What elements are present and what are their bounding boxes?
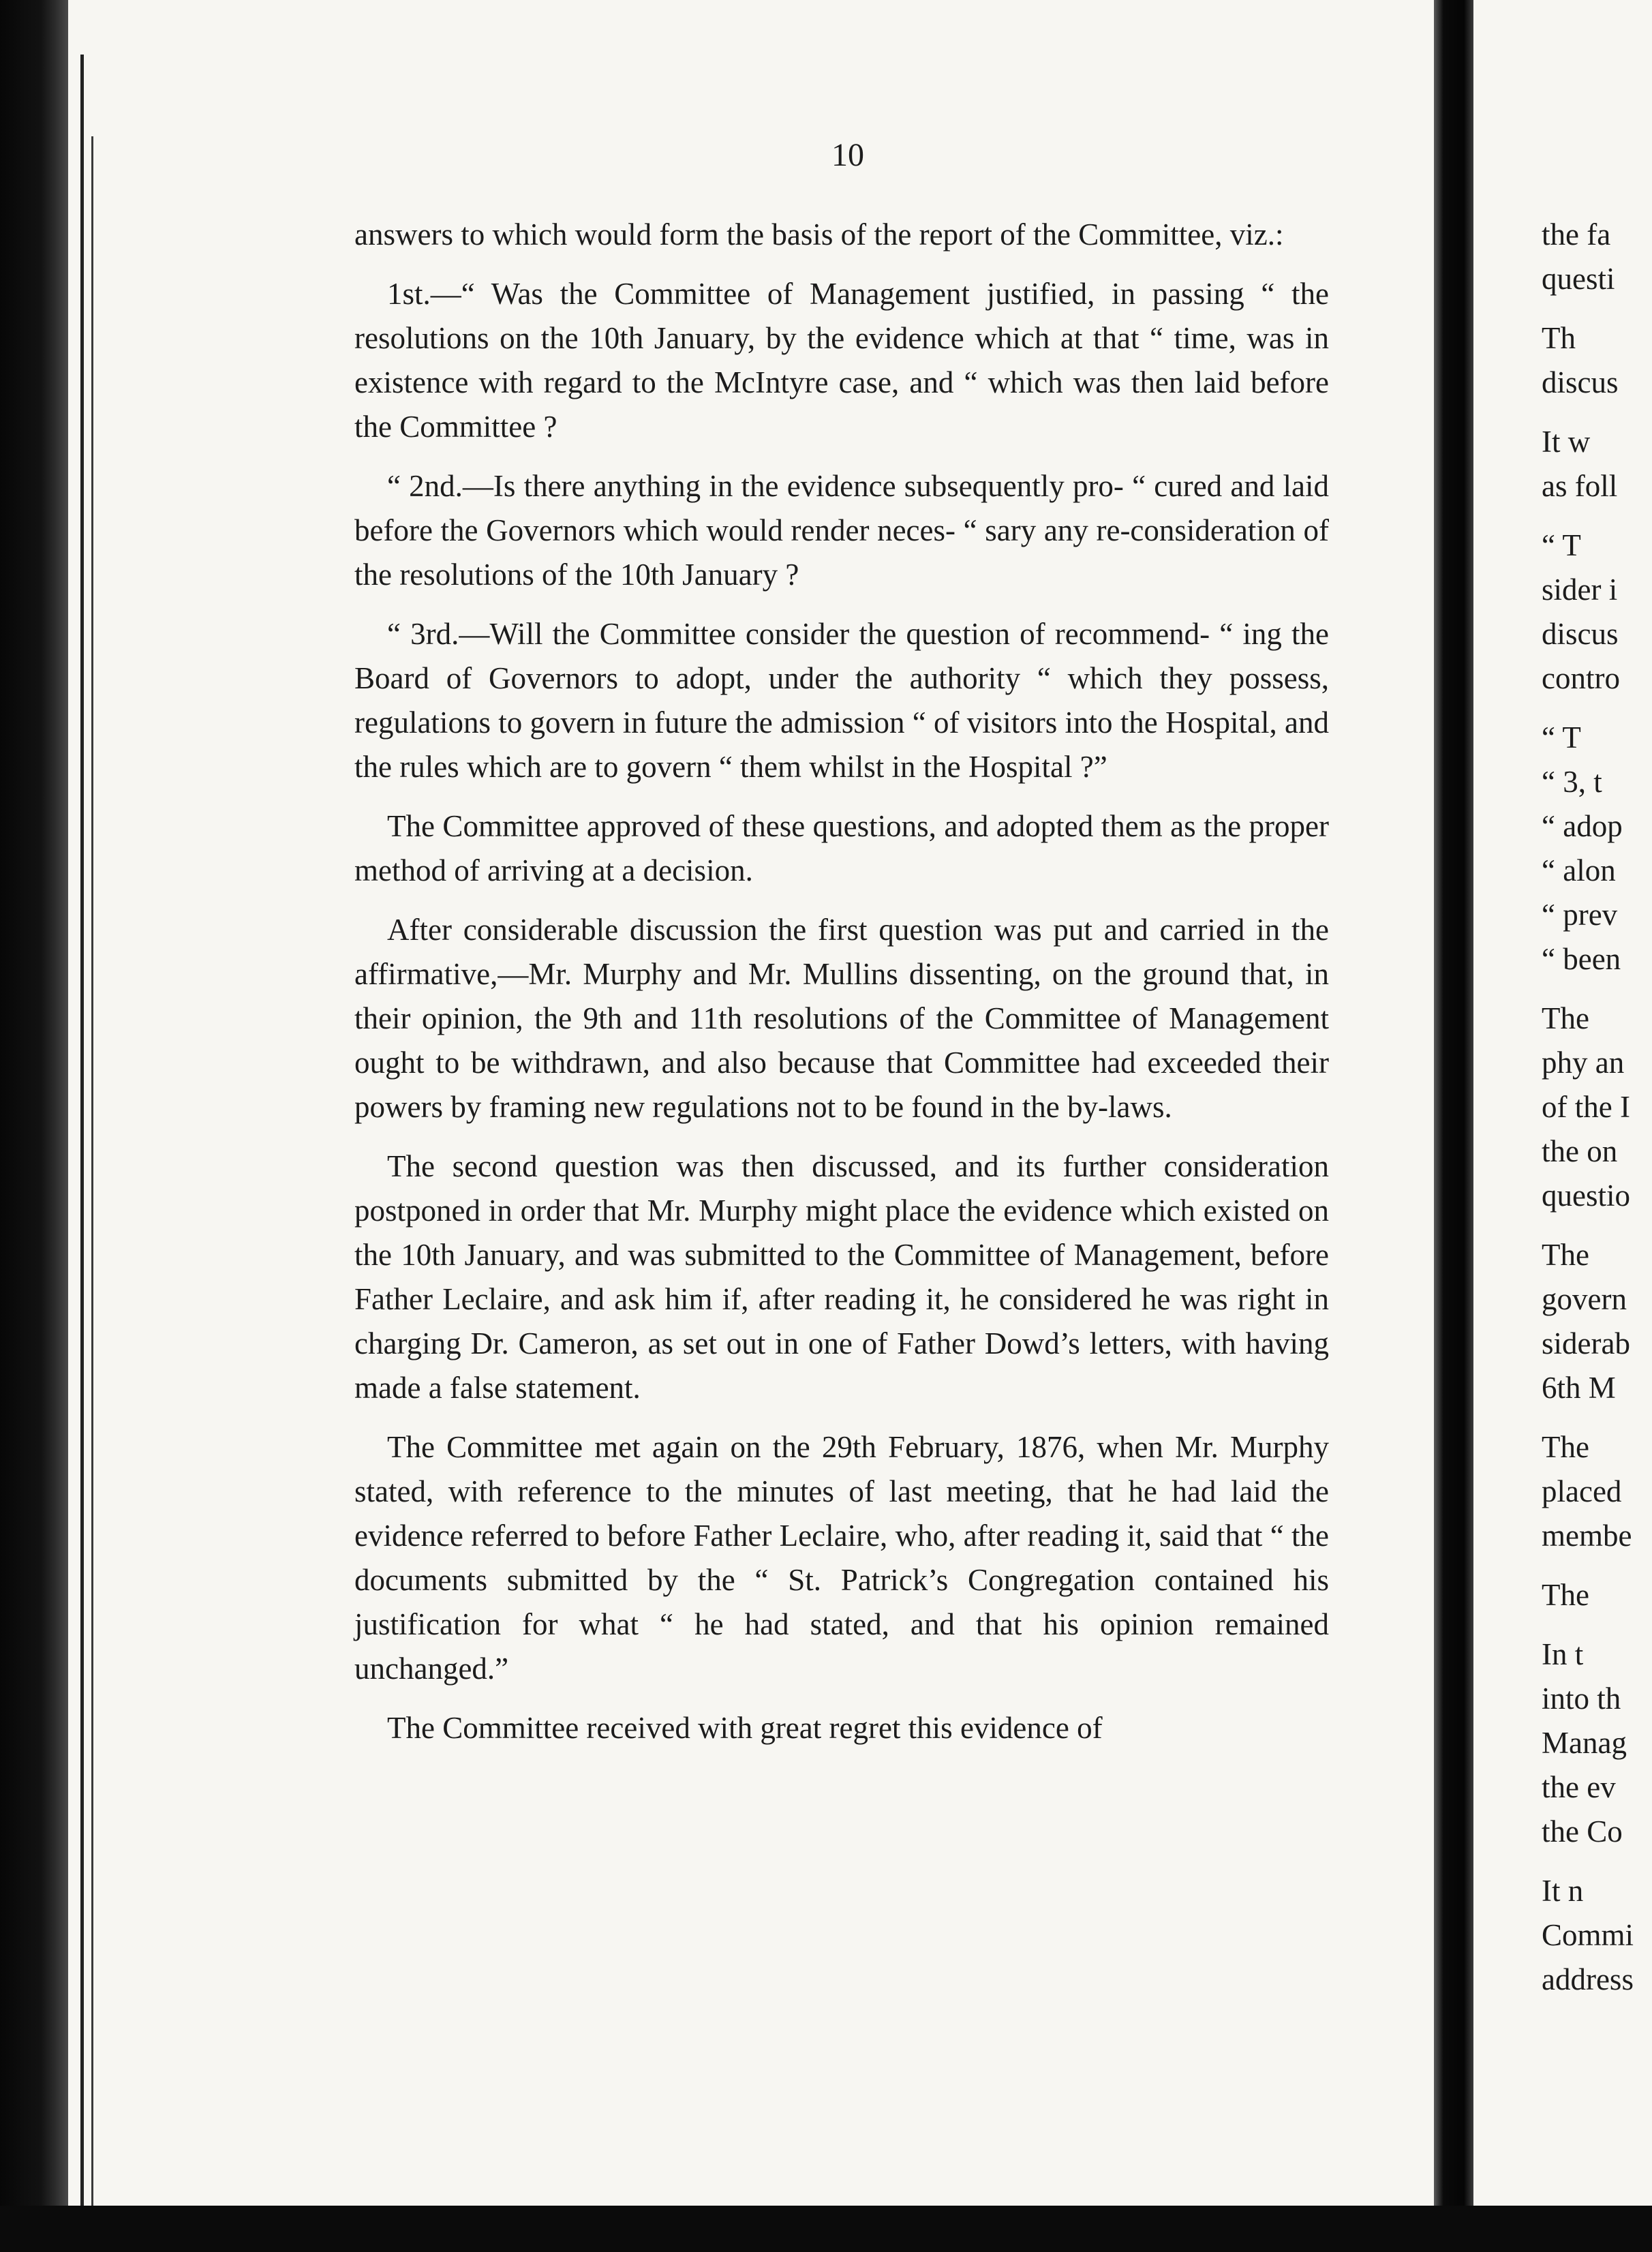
facing-line: It n (1542, 1874, 1584, 1908)
facing-line-gap (1542, 405, 1652, 420)
facing-line-gap (1542, 1617, 1652, 1632)
facing-line: the on (1542, 1134, 1618, 1168)
facing-line: 6th M (1542, 1371, 1616, 1405)
facing-line: siderab (1542, 1326, 1630, 1360)
facing-line: It w (1542, 425, 1591, 459)
facing-line: of the I (1542, 1090, 1630, 1124)
facing-line: Manag (1542, 1726, 1627, 1760)
facing-line-gap (1542, 508, 1652, 523)
paragraph-approval: The Committee approved of these questions, and adopted them as the proper method of arriving at a decision. (354, 809, 1329, 887)
facing-line: discus (1542, 365, 1619, 399)
facing-line: “ 3, t (1542, 765, 1602, 799)
book-gutter (1434, 0, 1473, 2252)
facing-line: “ been (1542, 942, 1621, 976)
facing-line: Commi (1542, 1918, 1634, 1952)
binding-line (80, 55, 84, 2222)
facing-line: “ T (1542, 720, 1581, 755)
question-first: 1st.—“ Was the Committee of Management justified, in passing “ the resolutions on the 10th January, by the evidence which at that “ time, was in existence with regard to the McIntyre case, and “ which was then laid before the Committee ? (354, 277, 1329, 444)
facing-line-gap (1542, 1854, 1652, 1869)
facing-line: The (1542, 1238, 1589, 1272)
facing-line: questio (1542, 1178, 1630, 1213)
facing-line: the ev (1542, 1770, 1616, 1804)
paragraph-continuation: answers to which would form the basis of the report of the Committee, viz.: (354, 217, 1284, 252)
scan-left-edge (0, 0, 68, 2252)
facing-line: discus (1542, 617, 1619, 651)
facing-line: In t (1542, 1637, 1584, 1671)
facing-line-gap (1542, 1558, 1652, 1573)
facing-line: membe (1542, 1519, 1632, 1553)
facing-line: contro (1542, 661, 1620, 695)
facing-line: The (1542, 1001, 1589, 1035)
facing-line-gap (1542, 301, 1652, 316)
page-text (354, 213, 1329, 1765)
facing-line: “ alon (1542, 853, 1616, 887)
facing-line-gap (1542, 1410, 1652, 1425)
facing-line: “ T (1542, 528, 1581, 562)
binding-line (91, 136, 93, 2222)
paragraph-meeting: The Committee met again on the 29th February, 1876, when Mr. Murphy stated, with reference to the minutes of last meeting, that he had laid the evidence referred to before Father Leclaire, who, after reading it, said that “ the documents submitted by the “ St. Patrick’s Congregation contained his justification for what “ he had stated, and that his opinion remained unchanged.” (354, 1430, 1329, 1686)
facing-line: “ adop (1542, 809, 1623, 843)
facing-line: the Co (1542, 1814, 1623, 1848)
facing-line-gap (1542, 982, 1652, 996)
facing-line: sider i (1542, 573, 1618, 607)
facing-line: into th (1542, 1682, 1621, 1716)
facing-line: phy an (1542, 1046, 1625, 1080)
facing-line-gap (1542, 701, 1652, 716)
facing-line: The (1542, 1430, 1589, 1464)
facing-line: placed (1542, 1474, 1622, 1508)
facing-line: The (1542, 1578, 1589, 1612)
page-number: 10 (831, 137, 864, 173)
facing-line: the fa (1542, 217, 1611, 252)
facing-line: govern (1542, 1282, 1627, 1316)
paragraph-second-question: The second question was then discussed, and its further consideration postponed in order that Mr. Murphy might place the evidence which existed on the 10th January, and was submitted to the Committee of Management, before Father Leclaire, and ask him if, after reading it, he considered he was right in charging Dr. Cameron, as set out in one of Father Dowd’s letters, with having made a false statement. (354, 1149, 1329, 1405)
paragraph-regret: The Committee received with great regret this evidence of (387, 1711, 1103, 1745)
facing-line: “ prev (1542, 898, 1618, 932)
question-third: “ 3rd.—Will the Committee consider the question of recommend- “ ing the Board of Governors to adopt, under the authority “ which they possess, regulations to govern in future the admission “ of visitors into the Hospital, and the rules which are to govern “ them whilst in the Hospital ?” (354, 617, 1329, 784)
facing-line: as foll (1542, 469, 1618, 503)
facing-line: address (1542, 1962, 1634, 1996)
facing-line: questi (1542, 262, 1615, 296)
facing-line-gap (1542, 1218, 1652, 1233)
scan-bottom-edge (0, 2206, 1652, 2252)
paragraph-first-question: After considerable discussion the first question was put and carried in the affirmative,—Mr. Murphy and Mr. Mullins dissenting, on the ground that, in their opinion, the 9th and 11th resolutions of the Committee of Management ought to be withdrawn, and also because that Committee had exceeded their powers by framing new regulations not to be found in the by-laws. (354, 913, 1329, 1124)
facing-line: Th (1542, 321, 1576, 355)
question-second: “ 2nd.—Is there anything in the evidence subsequently pro- “ cured and laid before the Governors which would render neces- “ sary any re-consideration of the resolutions of the 10th January ? (354, 469, 1329, 592)
facing-page-fragment (1542, 213, 1652, 2002)
